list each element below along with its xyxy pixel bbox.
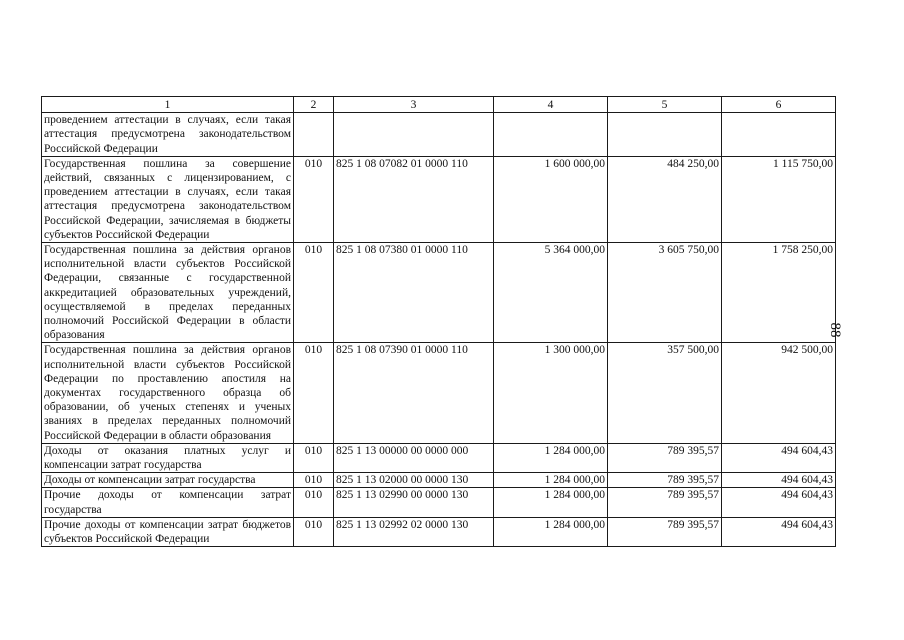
row-col6: 1 115 750,00	[722, 156, 836, 242]
row-kbk	[334, 113, 494, 157]
row-name: Прочие доходы от компенсации затрат бюджетов субъектов Российской Федерации	[42, 517, 294, 546]
table-row	[42, 113, 836, 157]
row-col4: 1 300 000,00	[494, 343, 608, 443]
row-col4: 5 364 000,00	[494, 243, 608, 343]
row-name: Доходы от оказания платных услуг и компенсации затрат государства	[42, 443, 294, 472]
row-name: Прочие доходы от компенсации затрат государства	[42, 488, 294, 517]
row-name: Доходы от компенсации затрат государства	[42, 473, 294, 488]
row-col6: 494 604,43	[722, 488, 836, 517]
table-row	[42, 473, 836, 488]
row-kbk: 825 1 13 02000 00 0000 130	[334, 473, 494, 488]
header-cell-3: 3	[334, 97, 494, 113]
header-cell-6: 6	[722, 97, 836, 113]
row-col5: 789 395,57	[608, 443, 722, 472]
row-col5: 357 500,00	[608, 343, 722, 443]
row-code: 010	[294, 156, 334, 242]
row-name: Государственная пошлина за совершение действий, связанных с лицензированием, с проведением аттестации в случаях, если такая аттестация предусмотрена законодательством Российской Федерации, зачисляемая в бюджеты субъектов Российской Федерации	[42, 156, 294, 242]
table-row	[42, 443, 836, 472]
table-row	[42, 488, 836, 517]
row-col4: 1 600 000,00	[494, 156, 608, 242]
row-name: проведением аттестации в случаях, если такая аттестация предусмотрена законодательством Российской Федерации	[42, 113, 294, 157]
table-row	[42, 343, 836, 443]
row-col6: 1 758 250,00	[722, 243, 836, 343]
row-col5	[608, 113, 722, 157]
row-col5: 789 395,57	[608, 488, 722, 517]
row-kbk: 825 1 08 07082 01 0000 110	[334, 156, 494, 242]
header-cell-1: 1	[42, 97, 294, 113]
row-name: Государственная пошлина за действия органов исполнительной власти субъектов Российской Федерации по проставлению апостиля на документах государственного образца об образовании, об ученых степенях и ученых званиях в пределах переданных полномочий Российской Федерации в области образования	[42, 343, 294, 443]
row-code: 010	[294, 343, 334, 443]
row-col6: 494 604,43	[722, 443, 836, 472]
row-col6: 942 500,00	[722, 343, 836, 443]
row-col5: 789 395,57	[608, 473, 722, 488]
header-cell-2: 2	[294, 97, 334, 113]
row-kbk: 825 1 08 07390 01 0000 110	[334, 343, 494, 443]
row-code: 010	[294, 488, 334, 517]
table-row	[42, 517, 836, 546]
row-code: 010	[294, 243, 334, 343]
row-code: 010	[294, 473, 334, 488]
row-col4: 1 284 000,00	[494, 488, 608, 517]
header-cell-4: 4	[494, 97, 608, 113]
income-table	[41, 96, 836, 547]
row-col4: 1 284 000,00	[494, 443, 608, 472]
row-kbk: 825 1 13 00000 00 0000 000	[334, 443, 494, 472]
row-col6: 494 604,43	[722, 473, 836, 488]
header-cell-5: 5	[608, 97, 722, 113]
row-kbk: 825 1 13 02990 00 0000 130	[334, 488, 494, 517]
page-number: 88	[827, 322, 843, 338]
table-header-row	[42, 97, 836, 113]
row-col6	[722, 113, 836, 157]
row-kbk: 825 1 13 02992 02 0000 130	[334, 517, 494, 546]
row-col6: 494 604,43	[722, 517, 836, 546]
row-col4: 1 284 000,00	[494, 473, 608, 488]
table-row	[42, 243, 836, 343]
row-col4	[494, 113, 608, 157]
row-col5: 484 250,00	[608, 156, 722, 242]
row-col5: 3 605 750,00	[608, 243, 722, 343]
row-code	[294, 113, 334, 157]
row-col5: 789 395,57	[608, 517, 722, 546]
row-col4: 1 284 000,00	[494, 517, 608, 546]
table-row	[42, 156, 836, 242]
row-name: Государственная пошлина за действия органов исполнительной власти субъектов Российской Федерации, связанные с государственной аккредитацией образовательных учреждений, осуществляемой в пределах переданных полномочий Российской Федерации в области образования	[42, 243, 294, 343]
row-code: 010	[294, 443, 334, 472]
row-kbk: 825 1 08 07380 01 0000 110	[334, 243, 494, 343]
row-code: 010	[294, 517, 334, 546]
